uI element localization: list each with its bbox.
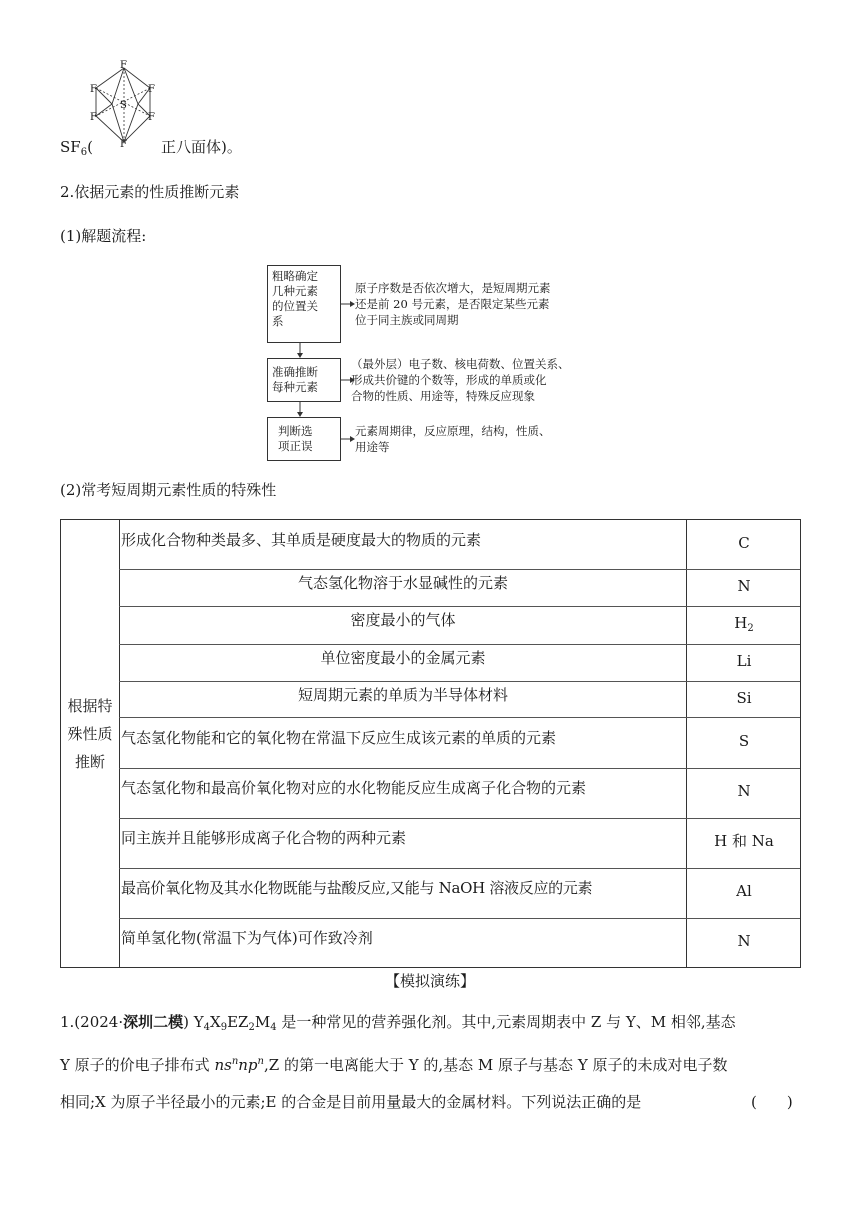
table-row-2-element: N [737,577,751,595]
table-row-6-element: S [738,732,750,750]
flow-desc-3: 元素周期律，反应原理，结构，性质、 用途等 [355,424,551,454]
flow-box-1: 粗略确定 几种元素 的位置关 系 [267,265,341,343]
fluorine-atom-left-upper: F [90,84,97,95]
sf6-formula-subscript: 6 [80,147,88,158]
table-row-6-property: 气态氢化物能和它的氧化物在常温下反应生成该元素的单质的元素 [121,729,557,747]
table-row-10-element: N [737,932,751,950]
question-source: 深圳二模 [123,1013,184,1031]
sf6-caption [60,137,93,163]
flow-box-2: 准确推断 每种元素 [267,358,341,402]
table-row-8-element: H 和 Na [714,832,774,850]
question-1-line-2: Y 原子的价电子排布式 $ns^nnp^n,Z$ 的第一电离能大于 Y 的,基态 M 原子与基态 Y 原子的未成对电子数 [60,1056,728,1074]
fluorine-atom-left-lower: F [90,112,97,123]
fluorine-atom-top: F [120,60,127,71]
question-1-line-1: 1.(2024·深圳二模) $Y_4X_9EZ_2M_4$ 是一种常见的营养强化剂。其中,元素周期表中 Z 与 Y、M 相邻,基态 [60,1013,736,1033]
table-row-8-property: 同主族并且能够形成离子化合物的两种元素 [121,829,407,847]
table-row-5-element: Si [736,689,752,707]
fluorine-atom-right-upper: F [148,84,155,95]
table-row-10-property: 简单氢化物(常温下为气体)可作致冷剂 [121,929,373,947]
question-1-line-3: 相同;X 为原子半径最小的元素;E 的合金是目前用量最大的金属材料。下列说法正确的是 [60,1093,642,1111]
table-row-1-property: 形成化合物种类最多、其单质是硬度最大的物质的元素 [121,531,482,549]
sulfur-atom-center: S [120,100,127,111]
table-group-label: 根据特 殊性质 推断 [67,697,113,771]
table-row-4-element: Li [736,652,752,670]
flow-desc-2: （最外层）电子数、核电荷数、位置关系、 形成共价键的个数等，形成的单质或化 合物的性质、用途等，特殊反应现象 [351,357,570,403]
practice-title: 【模拟演练】 [384,972,475,990]
subsection-heading-2: (2)常考短周期元素性质的特殊性 [60,481,277,499]
element-property-table [60,519,801,968]
table-row-9-element: Al [736,882,752,900]
sf6-formula: SF [60,138,81,156]
table-row-4-property: 单位密度最小的金属元素 [320,649,486,667]
question-formula: $Y_4X_9EZ_2M_4$ [193,1013,277,1033]
flow-box-3: 判断选 项正误 [267,417,341,461]
table-row-3-element: $H_2$ [734,614,754,634]
fluorine-atom-right-lower: F [148,112,155,123]
sf6-open-paren: ( [87,138,93,156]
table-row-7-property: 气态氢化物和最高价氧化物对应的水化物能反应生成离子化合物的元素 [121,779,587,797]
flow-arrows [290,265,360,461]
subsection-heading-1: (1)解题流程: [60,227,147,245]
table-row-7-element: N [737,782,751,800]
table-row-3-property: 密度最小的气体 [350,611,456,629]
table-row-5-property: 短周期元素的单质为半导体材料 [297,686,508,704]
section-heading-2: 2.依据元素的性质推断元素 [60,183,240,201]
flow-desc-1: 原子序数是否依次增大，是短周期元素 还是前 20 号元素，是否限定某些元素 位于同主族或同周期 [355,281,551,327]
table-row-1-element: C [738,534,750,552]
table-row-2-property: 气态氢化物溶于水显碱性的元素 [297,574,508,592]
answer-blank: ( ) [751,1093,793,1111]
sf6-suffix: 正八面体)。 [161,138,242,156]
electron-configuration: $ns^nnp^n$ [214,1056,264,1074]
sf6-bottom-fluorine: F [120,139,127,150]
table-row-9-property: 最高价氧化物及其水化物既能与盐酸反应,又能与 NaOH 溶液反应的元素 [121,879,593,897]
